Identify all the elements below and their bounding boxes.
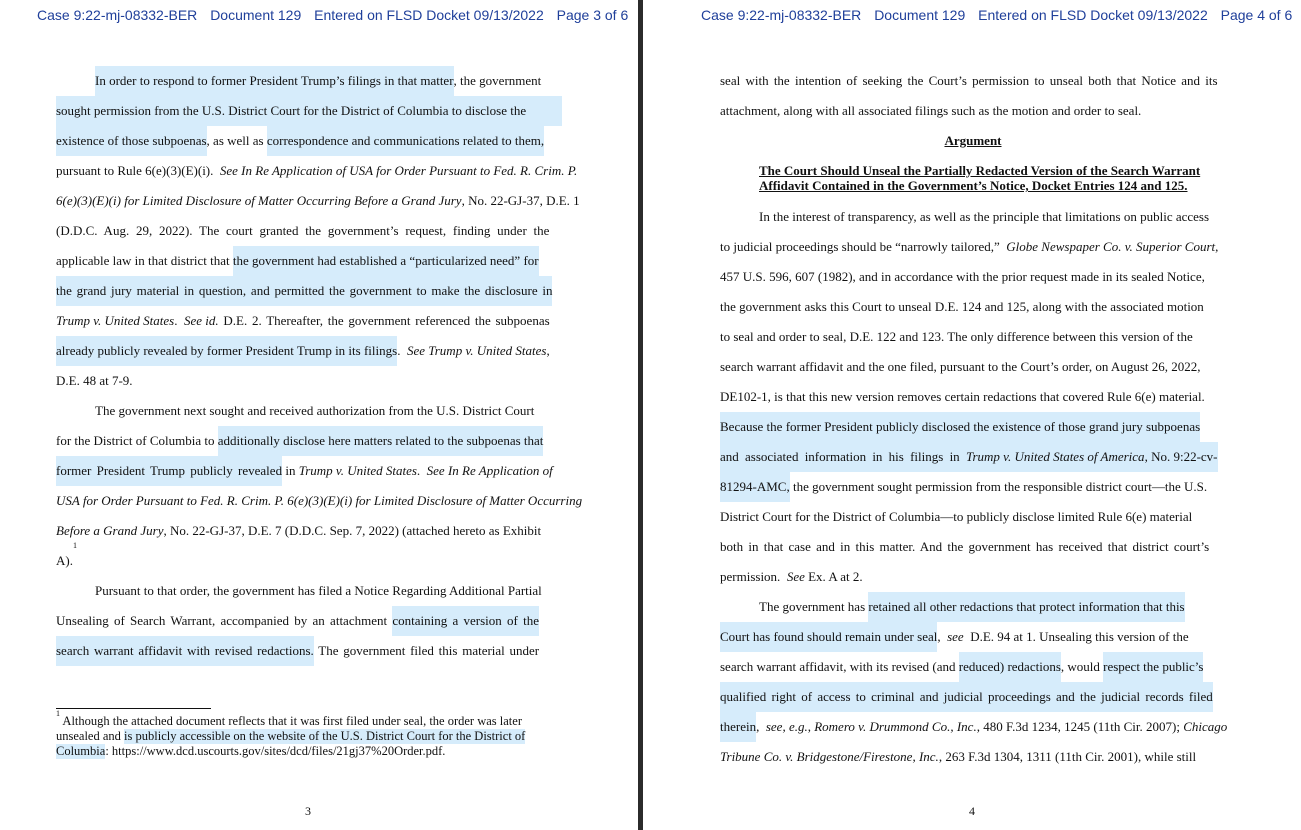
text-line: the government asks this Court to unseal D.E. 124 and 125, along with the associated motion: [720, 299, 1204, 314]
text-line: The government next sought and received authorization from the U.S. District Court: [95, 403, 535, 418]
text-line: former President Trump publicly revealed in Trump v. United States . See In Re Application of: [56, 456, 562, 486]
text-line: In the interest of transparency, as well as the principle that limitations on public access: [759, 209, 1210, 224]
text-line: and associated information in his filings in Trump v. United States of America , No. 9:22-cv-: [720, 442, 1226, 472]
text-line: Court has found should remain under seal , see D.E. 94 at 1. Unsealing this version of the: [720, 622, 1226, 652]
page-count: Page 3 of 6: [556, 7, 629, 23]
page-body-continued: [720, 202, 1226, 772]
case-number: Case 9:22-mj-08332-BER: [701, 7, 862, 23]
footnote-marker: 1: [72, 541, 77, 550]
text-line: Trump v. United States . See id. D.E. 2. Thereafter, the government referenced the subpoenas: [56, 313, 550, 328]
text-line: Because the former President publicly disclosed the existence of those grand jury subpoenas: [720, 412, 1226, 442]
section-heading: The Court Should Unseal the Partially Redacted Version of the Search Warrant Affidavit Contained in the Government’s Notice, Docket Entries 124 and 125.: [759, 163, 1201, 193]
docket-entry: Entered on FLSD Docket 09/13/2022: [978, 7, 1208, 23]
document-page-3: [0, 0, 638, 830]
text-line: applicable law in that district that the government had established a “particularized need” for: [56, 246, 562, 276]
document-page-4: [643, 0, 1293, 830]
text-line: 6(e)(3)(E)(i) for Limited Disclosure of Matter Occurring Before a Grand Jury , No. 22-GJ-37, D.E. 1: [56, 193, 580, 208]
text-line: permission. See Ex. A at 2.: [720, 569, 863, 584]
case-number: Case 9:22-mj-08332-BER: [37, 7, 198, 23]
text-line: search warrant affidavit and the one filed, pursuant to the Court’s order, on August 26, 2022,: [720, 359, 1201, 374]
text-line: A). 1: [56, 546, 562, 576]
text-line: D.E. 48 at 7-9.: [56, 373, 133, 388]
text-line: search warrant affidavit, with its revised (and reduced) redactions , would respect the public’s: [720, 652, 1226, 682]
text-line: search warrant affidavit with revised redactions. The government filed this material under: [56, 636, 562, 666]
text-line: both in that case and in this matter. And the government has received that district court’s: [720, 539, 1210, 554]
footnote: 1 Although the attached document reflects that it was first filed under seal, the order was later unsealed and is publicly accessible on the website of the U.S. District Court for the District of Columbia : https://www.dcd.uscourts.gov/sites/dcd/files/21gj37%20Order.pdf.: [56, 709, 526, 758]
text-line: 457 U.S. 596, 607 (1982), and in accordance with the prior request made in its sealed Notice,: [720, 269, 1205, 284]
text-line: USA for Order Pursuant to Fed. R. Crim. P. 6(e)(3)(E)(i) for Limited Disclosure of Matter Occurring: [56, 493, 583, 508]
text-line: Before a Grand Jury , No. 22-GJ-37, D.E. 7 (D.D.C. Sep. 7, 2022) (attached hereto as Exhibit: [56, 523, 542, 538]
text-line: The government has retained all other redactions that protect information that this: [720, 592, 1226, 622]
document-number: Document 129: [874, 7, 966, 23]
text-line: qualified right of access to criminal and judicial proceedings and the judicial records filed: [720, 682, 1226, 712]
text-line: sought permission from the U.S. District Court for the District of Columbia to disclose the: [56, 96, 562, 126]
text-line: DE102-1, is that this new version removes certain redactions that covered Rule 6(e) material.: [720, 389, 1205, 404]
text-line: attachment, along with all associated filings such as the motion and order to seal.: [720, 103, 1142, 118]
text-line: to judicial proceedings should be “narrowly tailored,” Globe Newspaper Co. v. Superior Court ,: [720, 239, 1219, 254]
text-line: already publicly revealed by former President Trump in its filings . See Trump v. United States ,: [56, 336, 562, 366]
text-line: Unsealing of Search Warrant, accompanied by an attachment containing a version of the: [56, 606, 562, 636]
text-line: seal with the intention of seeking the Court’s permission to unseal both that Notice and its: [720, 73, 1218, 88]
text-line: existence of those subpoenas , as well as correspondence and communications related to them,: [56, 126, 562, 156]
text-line: therein , see, e.g. , Romero v. Drummond Co., Inc. , 480 F.3d 1234, 1245 (11th Cir. 2007); Chicago: [720, 712, 1226, 742]
text-line: for the District of Columbia to additionally disclose here matters related to the subpoenas that: [56, 426, 562, 456]
footnote-rule: [56, 708, 211, 709]
page-number: 3: [305, 804, 311, 818]
text-line: to seal and order to seal, D.E. 122 and 123. The only difference between this version of the: [720, 329, 1193, 344]
page-body: [56, 66, 583, 666]
page-header: [37, 7, 628, 23]
text-line: Tribune Co. v. Bridgestone/Firestone, Inc. , 263 F.3d 1304, 1311 (11th Cir. 2001), while still: [720, 749, 1197, 764]
text-line: (D.D.C. Aug. 29, 2022). The court granted the government’s request, finding under the: [56, 223, 550, 238]
text-line: 81294-AMC, the government sought permission from the responsible district court—the U.S.: [720, 472, 1226, 502]
text-line: District Court for the District of Columbia—to publicly disclose limited Rule 6(e) material: [720, 509, 1193, 524]
docket-entry: Entered on FLSD Docket 09/13/2022: [314, 7, 544, 23]
page-body: [720, 66, 1226, 156]
text-line: the grand jury material in question, and permitted the government to make the disclosure in: [56, 276, 562, 306]
page-number: 4: [969, 804, 975, 818]
text-line: Pursuant to that order, the government has filed a Notice Regarding Additional Partial: [95, 583, 542, 598]
page-count: Page 4 of 6: [1220, 7, 1293, 23]
text-line: pursuant to Rule 6(e)(3)(E)(i). See In Re Application of USA for Order Pursuant to Fed. R. Crim. P.: [56, 163, 578, 178]
text-line: In order to respond to former President Trump’s filings in that matter , the government: [56, 66, 562, 96]
page-header: [701, 7, 1293, 23]
document-number: Document 129: [210, 7, 302, 23]
section-title: Argument: [944, 133, 1002, 148]
